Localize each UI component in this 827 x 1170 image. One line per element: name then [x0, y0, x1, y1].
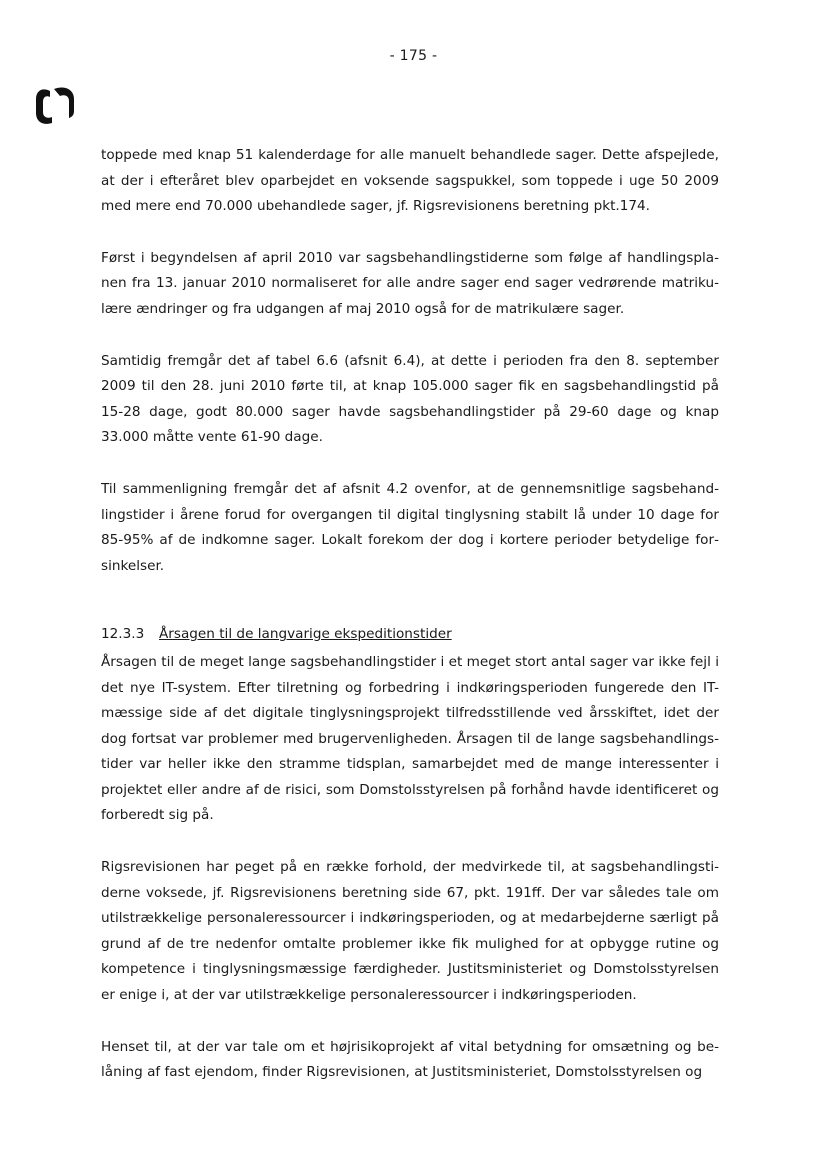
paragraph: Henset til, at der var tale om et højrisikoprojekt af vital betydning for omsætning og belåning af fast ejendom, finder Rigsrevisionen, at Justitsministeriet, Domstolsstyrelsen og	[101, 1038, 719, 1081]
paragraph: Rigsrevisionen har peget på en række forhold, der medvirkede til, at sagsbehandlingstiderne voksede, jf. Rigsrevisionens beretning side 67, pkt. 191ff. Der var således tale om utilstrækkelige personaleressourcer i indkøringsperioden, og at medarbejderne særligt på grund af de tre nedenfor omtalte problemer ikke fik mulighed for at opbygge rutine og kompetence i tinglysningsmæssige færdigheder. Justitsministeriet og Domstolsstyrelsen er enige i, at der var utilstrækkelige personaleressourcer i indkøringsperioden.	[101, 859, 719, 1004]
section-title: Årsagen til de langvarige ekspeditionstider	[159, 626, 452, 643]
paragraph: toppede med knap 51 kalenderdage for alle manuelt behandlede sager. Dette afspejlede, at der i efteråret blev oparbejdet en voksende sagspukkel, som toppede i uge 50 2009 med mere end 70.000 ubehandlede sager, jf. Rigsrevisionens beretning pkt.174.	[101, 147, 719, 215]
document-body	[101, 143, 719, 1086]
logo-icon	[34, 85, 78, 125]
paragraph: Til sammenligning fremgår det af afsnit 4.2 ovenfor, at de gennemsnitlige sagsbehandlingstider i årene forud for overgangen til digital tinglysning stabilt lå under 10 dage for 85-95% af de indkomne sager. Lokalt forekom der dog i kortere perioder betydelige forsinkelser.	[101, 480, 719, 574]
page-number: - 175 -	[389, 48, 438, 64]
section-heading	[101, 622, 719, 648]
paragraph: Årsagen til de meget lange sagsbehandlingstider i et meget stort antal sager var ikke fejl i det nye IT-system. Efter tilretning og forbedring i indkøringsperioden fungerede den IT-mæssige side af det digitale tinglysningsprojekt tilfredsstillende ved årsskiftet, idet der dog fortsat var problemer med brugervenligheden. Årsagen til de lange sagsbehandlingstider var heller ikke den stramme tidsplan, samarbejdet med de mange interessenter i projektet eller andre af de risici, som Domstolsstyrelsen på forhånd havde identificeret og forberedt sig på.	[101, 653, 719, 824]
paragraph: Først i begyndelsen af april 2010 var sagsbehandlingstiderne som følge af handlingsplanen fra 13. januar 2010 normaliseret for alle andre sager end sager vedrørende matrikulære ændringer og fra udgangen af maj 2010 også for de matrikulære sager.	[101, 249, 719, 317]
section-number: 12.3.3	[101, 626, 145, 643]
paragraph: Samtidig fremgår det af tabel 6.6 (afsnit 6.4), at dette i perioden fra den 8. september 2009 til den 28. juni 2010 førte til, at knap 105.000 sager fik en sagsbehandlingstid på 15-28 dage, godt 80.000 sager havde sagsbehandlingstider på 29-60 dage og knap 33.000 måtte vente 61-90 dage.	[101, 352, 719, 446]
